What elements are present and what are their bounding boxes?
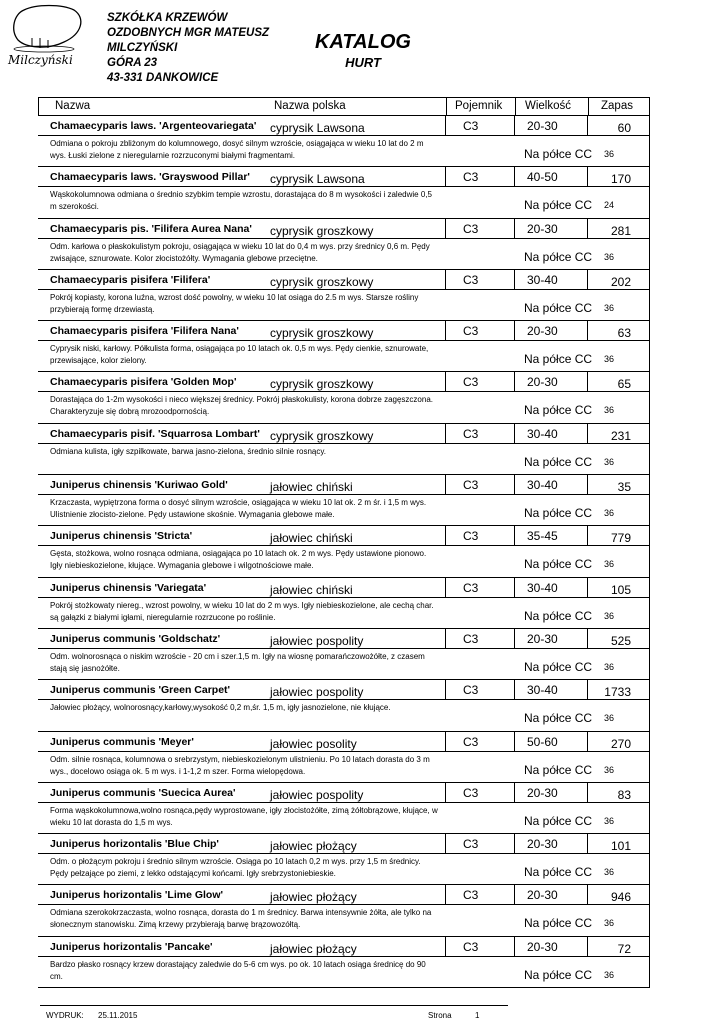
- shelf-location: Na półce CC: [524, 403, 593, 418]
- container-size: C3: [463, 939, 479, 954]
- table-row: [38, 116, 650, 167]
- stock-count: 65: [617, 377, 631, 392]
- plant-description: Odmiana szerokokrzaczasta, wolno rosnąca, dorasta do 1 m średnicy. Barwa intensywnie żółta, ale tylko na słonecznym stanowisku. Zimą krzewy przybierają barwę brązowozółtą.: [50, 908, 432, 930]
- shelf-location: Na półce CC: [524, 249, 593, 264]
- plant-description: Pokrój stożkowaty niereg., wzrost powolny, w wieku 10 lat do 2 m wys. Igły niebieskozielone, ale cechą char. są gałązki z białymi igłami, nieregularnie rozrzucone po roślinie.: [50, 600, 434, 622]
- polish-name: jałowiec pospolity: [270, 685, 364, 700]
- company-line: OZDOBNYCH MGR MATEUSZ: [107, 27, 270, 39]
- catalog-table: [38, 97, 650, 988]
- container-size: C3: [463, 837, 479, 852]
- polish-name: cyprysik Lawsona: [270, 172, 365, 187]
- plant-name: Juniperus communis 'Green Carpet': [50, 684, 231, 697]
- plant-description: Odm. silnie rosnąca, kolumnowa o srebrzystym, niebieskozielonym ulistnieniu. Po 10 latach dorasta do 3 m wys., docelowo osiąga ok. 5 m wys. i 1-1,2 m szer. Forma wielopędowa.: [50, 754, 430, 776]
- polish-name: cyprysik groszkowy: [270, 223, 374, 238]
- shelf-location: Na półce CC: [524, 967, 593, 982]
- col-header-polish: Nazwa polska: [274, 100, 346, 112]
- stock-count: 35: [617, 480, 631, 495]
- plant-description: Gęsta, stożkowa, wolno rosnąca odmiana, osiągająca po 10 latach ok. 2 m wys. Pędy ustawione pionowo. Igły niebieskozielone, kłujące. Wymagania glebowe i wilgotnościowe małe.: [50, 549, 427, 571]
- plant-name: Juniperus horizontalis 'Pancake': [50, 940, 213, 953]
- stock-count: 202: [610, 274, 631, 289]
- plant-description: Pokrój kopiasty, korona luźna, wzrost dość powolny, w wieku 10 lat osiąga do 2.5 m wys. Starsze rośliny przybierają formę drzewiastą.: [50, 292, 419, 314]
- polish-name: jałowiec posolity: [270, 736, 357, 751]
- shelf-quantity: 36: [604, 559, 615, 570]
- shelf-location: Na półce CC: [524, 454, 593, 469]
- container-size: C3: [463, 734, 479, 749]
- plant-description: Cyprysik niski, karłowy. Półkulista forma, osiągająca po 10 latach ok. 0,5 m wys. Pędy cienkie, sznurowate, przewisające, kolor zielony.: [50, 344, 429, 366]
- col-header-container: Pojemnik: [455, 100, 503, 112]
- polish-name: jałowiec chiński: [270, 531, 353, 546]
- plant-description: Jałowiec płożący, wolnorosnący,karłowy,wysokość 0,2 m,śr. 1,5 m, igły jasnozielone, nie kłujące.: [50, 703, 391, 713]
- plant-description: Forma wąskokolumnowa,wolno rosnąca,pędy wyprostowane, igły złocistożółte, zimą żółtobrązowe, kłujące, w wieku 10 lat dorasta do 1,5 m wys.: [50, 805, 438, 827]
- table-row: [38, 219, 650, 270]
- container-size: C3: [463, 375, 479, 390]
- polish-name: jałowiec chiński: [270, 582, 353, 597]
- table-row: [38, 424, 650, 475]
- polish-name: cyprysik groszkowy: [270, 377, 374, 392]
- plant-name: Juniperus communis 'Suecica Aurea': [50, 786, 236, 799]
- footer-divider: [40, 1005, 508, 1006]
- shelf-quantity: 36: [604, 610, 615, 621]
- container-size: C3: [463, 580, 479, 595]
- shelf-location: Na półce CC: [524, 659, 593, 674]
- shelf-location: Na półce CC: [524, 916, 593, 931]
- table-row: [38, 937, 650, 988]
- shelf-location: Na półce CC: [524, 711, 593, 726]
- plant-description: Dorastająca do 1-2m wysokości i nieco większej średnicy. Pokrój płaskokulisty, korona dobrze zagęszczona. Charakteryzuje się dobrą mrozoodpornością.: [50, 395, 433, 417]
- stock-count: 525: [610, 633, 631, 648]
- shelf-quantity: 36: [604, 661, 615, 672]
- plant-size: 30-40: [527, 478, 558, 493]
- plant-name: Juniperus horizontalis 'Lime Glow': [50, 889, 224, 902]
- plant-name: Juniperus communis 'Meyer': [50, 735, 194, 748]
- catalog-title-block: [308, 30, 418, 72]
- plant-size: 20-30: [527, 785, 558, 800]
- stock-count: 270: [610, 736, 631, 751]
- plant-name: Chamaecyparis pisifera 'Filifera Nana': [50, 325, 239, 338]
- table-header: [38, 97, 650, 116]
- container-size: C3: [463, 785, 479, 800]
- print-date: 25.11.2015: [98, 1011, 138, 1020]
- col-header-name: Nazwa: [55, 100, 91, 112]
- document-header: [0, 0, 724, 90]
- polish-name: jałowiec płożący: [270, 941, 357, 956]
- stock-count: 72: [617, 941, 631, 956]
- table-row: [38, 885, 650, 936]
- shelf-quantity: 36: [604, 764, 615, 775]
- shelf-quantity: 36: [604, 918, 615, 929]
- plant-description: Odmiana kulista, igły szpilkowate, barwa jasno-zielona, średnio silnie rosnący.: [50, 446, 326, 456]
- page-number: 1: [475, 1011, 480, 1020]
- shelf-quantity: 24: [604, 200, 615, 211]
- plant-description: Wąskokolumnowa odmiana o średnio szybkim tempie wzrostu, dorastająca do 8 m wysokości i zaledwie 0,5 m szerokości.: [50, 190, 432, 212]
- polish-name: jałowiec chiński: [270, 480, 353, 495]
- plant-size: 35-45: [527, 529, 558, 544]
- shelf-location: Na półce CC: [524, 813, 593, 828]
- container-size: C3: [463, 631, 479, 646]
- shelf-quantity: 36: [604, 508, 615, 519]
- plant-size: 50-60: [527, 734, 558, 749]
- container-size: C3: [463, 426, 479, 441]
- table-row: [38, 526, 650, 577]
- page-label: Strona: [428, 1011, 452, 1020]
- plant-size: 20-30: [527, 221, 558, 236]
- plant-description: Odmiana o pokroju zbliżonym do kolumnowego, dosyć silnym wzroście, osiągająca w wieku 10 lat do 2 m wys. Łuski zielone z nieregularnie rozrzuconymi białymi fragmentami.: [50, 139, 424, 160]
- company-line: 43-331 DANKOWICE: [107, 72, 219, 84]
- plant-size: 40-50: [527, 170, 558, 185]
- plant-name: Chamaecyparis pisifera 'Golden Mop': [50, 376, 237, 389]
- table-row: [38, 629, 650, 680]
- print-label: WYDRUK:: [46, 1011, 84, 1020]
- stock-count: 170: [610, 172, 631, 187]
- polish-name: cyprysik groszkowy: [270, 274, 374, 289]
- shelf-location: Na półce CC: [524, 352, 593, 367]
- plant-description: Odm. wolnorosnąca o niskim wzroście - 20 cm i szer.1,5 m. Igły na wiosnę pomarańczowożółte, z czasem stają się jasnożółte.: [50, 651, 425, 673]
- stock-count: 1733: [604, 685, 631, 700]
- plant-size: 30-40: [527, 683, 558, 698]
- table-row: [38, 732, 650, 783]
- plant-name: Chamaecyparis pisifera 'Filifera': [50, 273, 211, 286]
- table-row: [38, 578, 650, 629]
- plant-description: Odm. o płożącym pokroju i średnio silnym wzroście. Osiąga po 10 latach 0,2 m wys. przy 1,5 m średnicy. Pędy pełzające po ziemi, z lekko odstającymi końcami. Igły srebrzystoniebieskie.: [50, 857, 421, 879]
- plant-size: 20-30: [527, 324, 558, 339]
- shelf-location: Na półce CC: [524, 198, 593, 213]
- shelf-quantity: 36: [604, 251, 615, 262]
- company-address: [107, 11, 269, 86]
- table-row: [38, 167, 650, 218]
- plant-name: Juniperus chinensis 'Variegata': [50, 581, 207, 594]
- shelf-location: Na półce CC: [524, 147, 593, 161]
- stock-count: 63: [617, 326, 631, 341]
- shelf-quantity: 36: [604, 867, 615, 878]
- container-size: C3: [463, 119, 479, 133]
- shelf-quantity: 36: [604, 149, 615, 159]
- stock-count: 101: [610, 839, 631, 854]
- container-size: C3: [463, 221, 479, 236]
- stock-count: 83: [617, 787, 631, 802]
- stock-count: 105: [610, 582, 631, 597]
- svg-text:Milczyński: Milczyński: [8, 53, 73, 67]
- table-row: [38, 372, 650, 423]
- plant-size: 30-40: [527, 580, 558, 595]
- plant-size: 30-40: [527, 272, 558, 287]
- plant-name: Chamaecyparis laws. 'Grayswood Pillar': [50, 171, 250, 184]
- polish-name: jałowiec pospolity: [270, 787, 364, 802]
- plant-name: Juniperus horizontalis 'Blue Chip': [50, 838, 219, 851]
- container-size: C3: [463, 324, 479, 339]
- shelf-quantity: 36: [604, 405, 615, 416]
- plant-name: Chamaecyparis pisif. 'Squarrosa Lombart': [50, 427, 260, 440]
- table-body: [38, 116, 650, 988]
- col-header-stock: Zapas: [601, 100, 633, 112]
- plant-size: 20-30: [527, 837, 558, 852]
- shelf-location: Na półce CC: [524, 762, 593, 777]
- plant-name: Juniperus chinensis 'Kuriwao Gold': [50, 479, 228, 492]
- shelf-quantity: 36: [604, 456, 615, 467]
- plant-name: Chamaecyparis pis. 'Filifera Aurea Nana': [50, 222, 252, 235]
- stock-count: 779: [610, 531, 631, 546]
- stock-count: 281: [610, 223, 631, 238]
- polish-name: jałowiec płożący: [270, 890, 357, 905]
- plant-size: 20-30: [527, 119, 558, 133]
- plant-size: 20-30: [527, 888, 558, 903]
- plant-size: 20-30: [527, 631, 558, 646]
- plant-size: 30-40: [527, 426, 558, 441]
- plant-description: Bardzo płasko rosnący krzew dorastający zaledwie do 5-6 cm wys. po ok. 10 latach osiąga średnicę do 90 cm.: [50, 959, 426, 981]
- catalog-subtitle: HURT: [345, 55, 381, 70]
- table-row: [38, 783, 650, 834]
- shelf-quantity: 36: [604, 969, 615, 980]
- plant-description: Odm. karłowa o płaskokulistym pokroju, osiągająca w wieku 10 lat do 0,4 m wys. przy średnicy 0,6 m. Pędy zwisające, sznurowate. Kolor złocistożółty. Wymagania glebowe przeciętne.: [50, 241, 430, 263]
- company-line: GÓRA 23: [107, 57, 158, 69]
- shelf-location: Na półce CC: [524, 557, 593, 572]
- stock-count: 946: [610, 890, 631, 905]
- container-size: C3: [463, 529, 479, 544]
- polish-name: jałowiec płożący: [270, 839, 357, 854]
- container-size: C3: [463, 170, 479, 185]
- plant-size: 20-30: [527, 375, 558, 390]
- table-row: [38, 270, 650, 321]
- plant-size: 20-30: [527, 939, 558, 954]
- col-header-size: Wielkość: [525, 100, 572, 112]
- polish-name: cyprysik Lawsona: [270, 121, 365, 135]
- plant-name: Chamaecyparis laws. 'Argenteovariegata': [50, 120, 257, 132]
- table-row: [38, 680, 650, 731]
- table-row: [38, 475, 650, 526]
- container-size: C3: [463, 272, 479, 287]
- container-size: C3: [463, 683, 479, 698]
- polish-name: cyprysik groszkowy: [270, 326, 374, 341]
- stock-count: 231: [610, 428, 631, 443]
- catalog-title: KATALOG: [315, 31, 411, 53]
- container-size: C3: [463, 478, 479, 493]
- plant-name: Juniperus communis 'Goldschatz': [50, 632, 221, 645]
- shelf-location: Na półce CC: [524, 506, 593, 521]
- shelf-location: Na półce CC: [524, 608, 593, 623]
- table-row: [38, 321, 650, 372]
- polish-name: jałowiec pospolity: [270, 633, 364, 648]
- shelf-location: Na półce CC: [524, 865, 593, 880]
- company-line: SZKÓŁKA KRZEWÓW: [107, 12, 228, 24]
- table-row: [38, 834, 650, 885]
- shelf-quantity: 36: [604, 354, 615, 365]
- shelf-quantity: 36: [604, 302, 615, 313]
- container-size: C3: [463, 888, 479, 903]
- polish-name: cyprysik groszkowy: [270, 428, 374, 443]
- shelf-quantity: 36: [604, 815, 615, 826]
- stock-count: 60: [617, 121, 631, 135]
- plant-name: Juniperus chinensis 'Stricta': [50, 530, 193, 543]
- plant-description: Krzaczasta, wypiętrzona forma o dosyć silnym wzroście, osiągająca w wieku 10 lat ok. 2 m śr. i 1,5 m wys. Ulistnienie złocisto-zielone. Pędy ustawione skośnie. Wymagania glebowe małe.: [50, 498, 427, 520]
- company-line: MILCZYŃSKI: [107, 42, 178, 54]
- shelf-location: Na półce CC: [524, 300, 593, 315]
- nursery-logo: [4, 2, 104, 68]
- shelf-quantity: 36: [604, 713, 615, 724]
